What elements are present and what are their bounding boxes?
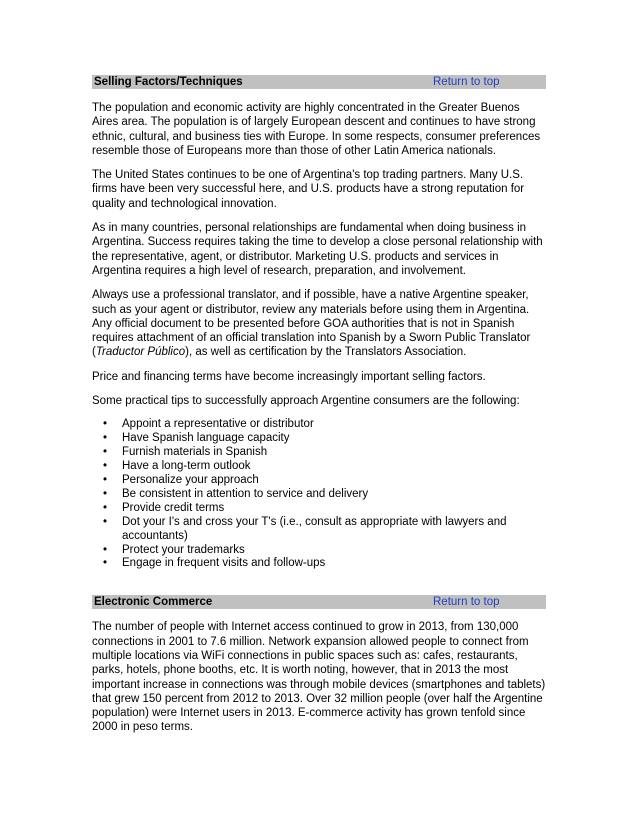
document-page bbox=[92, 75, 546, 735]
tips-list bbox=[95, 418, 546, 571]
paragraph: Price and financing terms have become increasingly important selling factors. bbox=[92, 370, 486, 383]
list-item: • Provide credit terms bbox=[95, 502, 546, 516]
list-item: • Have a long-term outlook bbox=[95, 460, 546, 474]
paragraph-translator bbox=[92, 288, 546, 359]
section-title: Selling Factors/Techniques bbox=[94, 76, 243, 88]
paren-open: ( bbox=[92, 346, 96, 359]
paragraph: The number of people with Internet access continued to grow in 2013, from 130,000 connections in 2001 to 7.6 million. Network expansion allowed people to connect from multiple locations via WiFi connections in public spaces such as: cafes, restaurants, parks, hotels, phone booths, etc. It is worth noting, however, that in 2013 the most important increase in connections was through mobile devices (smartphones and tablets) that grew 150 percent from 2012 to 2013. Over 32 million people (over half the Argentine population) were Internet users in 2013. E-commerce activity has grown tenfold since 2000 in peso terms. bbox=[92, 621, 546, 734]
list-item: • Appoint a representative or distributor bbox=[95, 418, 546, 432]
list-item: • Engage in frequent visits and follow-ups bbox=[95, 557, 546, 571]
list-item: • Have Spanish language capacity bbox=[95, 432, 546, 446]
return-to-top-link[interactable]: Return to top bbox=[433, 596, 500, 609]
list-item: • Protect your trademarks bbox=[95, 544, 546, 558]
list-item: • Furnish materials in Spanish bbox=[95, 446, 546, 460]
return-to-top-link[interactable]: Return to top bbox=[433, 76, 500, 88]
section-header-electronic-commerce bbox=[92, 595, 546, 609]
paragraph: The United States continues to be one of Argentina's top trading partners. Many U.S. firms have been very successful here, and U.S. products have a strong reputation for quality and technological innovation. bbox=[92, 169, 525, 210]
italic-term: Traductor Público bbox=[95, 346, 186, 359]
section-header-selling-factors bbox=[92, 75, 546, 89]
list-item: • Be consistent in attention to service and delivery bbox=[95, 488, 546, 502]
list-item: • Personalize your approach bbox=[95, 474, 546, 488]
paragraph: The population and economic activity are highly concentrated in the Greater Buenos Aires area. The population is of largely European descent and continues to have strong ethnic, cultural, and business ties with Europe. In some respects, consumer preferences resemble those of Europeans more than those of other Latin America nationals. bbox=[92, 102, 541, 157]
paragraph: Some practical tips to successfully approach Argentine consumers are the following: bbox=[92, 395, 520, 408]
list-item: • Dot your I's and cross your T's (i.e., consult as appropriate with lawyers and accountants) bbox=[95, 516, 546, 544]
section-title: Electronic Commerce bbox=[94, 596, 213, 609]
paragraph-tail: ), as well as certification by the Translators Association. bbox=[185, 346, 467, 359]
paragraph: As in many countries, personal relationships are fundamental when doing business in Argentina. Success requires taking the time to develop a close personal relationship with the representative, agent, or distributor. Marketing U.S. products and services in Argentina requires a high level of research, preparation, and involvement. bbox=[92, 222, 543, 277]
paragraph-text: Always use a professional translator, and if possible, have a native Argentine speaker, such as your agent or distributor, review any materials before using them in Argentina. Any official document to be presented before GOA authorities that is not in Spanish requires attachment of an official translation into Spanish by a Sworn Public Translator bbox=[92, 289, 531, 345]
